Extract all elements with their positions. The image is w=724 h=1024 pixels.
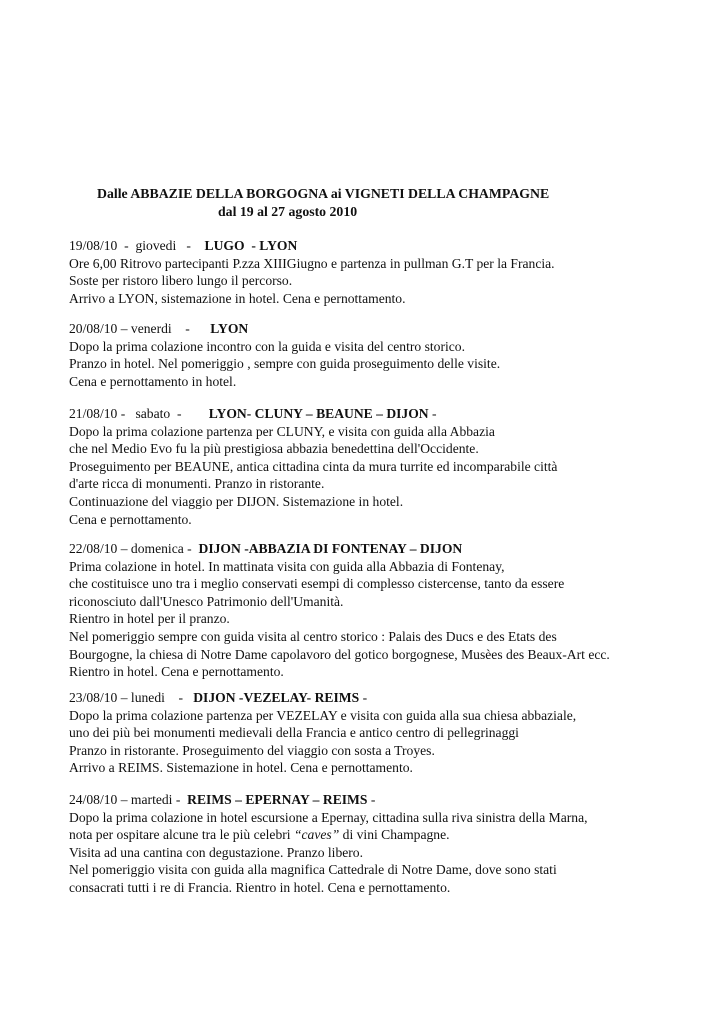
day-date: 21/08/10 - sabato - <box>69 406 209 421</box>
day-heading <box>69 405 557 423</box>
day-line: Nel pomeriggio sempre con guida visita al centro storico : Palais des Ducs e des Etats des <box>69 628 557 644</box>
day-line: Pranzo in ristorante. Proseguimento del viaggio con sosta a Troyes. <box>69 742 435 758</box>
day-line: Rientro in hotel per il pranzo. <box>69 611 230 627</box>
day-line: Bourgogne, la chiesa di Notre Dame capolavoro del gotico borgognese, Musèes des Beaux-Art ecc. <box>69 646 610 662</box>
day-line: consacrati tutti i re di Francia. Rientro in hotel. Cena e pernottamento. <box>69 879 451 895</box>
day-date: 22/08/10 – domenica - <box>69 541 199 556</box>
day-entry <box>69 689 576 777</box>
day-line: riconosciuto dall'Unesco Patrimonio dell'Umanità. <box>69 593 344 609</box>
day-date: 24/08/10 – martedi - <box>69 792 188 807</box>
day-line: Continuazione del viaggio per DIJON. Sistemazione in hotel. <box>69 493 404 509</box>
day-date: 23/08/10 – lunedi - <box>69 690 194 705</box>
day-route: LYON- CLUNY – BEAUNE – DIJON <box>208 406 429 421</box>
day-line: Dopo la prima colazione partenza per VEZELAY e visita con guida alla sua chiesa abbaziale, <box>69 707 577 723</box>
day-line: Cena e pernottamento in hotel. <box>69 373 237 389</box>
day-heading <box>69 320 500 338</box>
day-line <box>69 826 588 844</box>
day-line-text: di vini Champagne. <box>339 827 450 843</box>
day-line: Visita ad una cantina con degustazione. Pranzo libero. <box>69 844 363 860</box>
day-line: che nel Medio Evo fu la più prestigiosa abbazia benedettina dell'Occidente. <box>69 441 479 457</box>
document-subtitle: dal 19 al 27 agosto 2010 <box>218 204 358 219</box>
day-line: Prima colazione in hotel. In mattinata visita con guida alla Abbazia di Fontenay, <box>69 558 505 574</box>
document-title: Dalle ABBAZIE DELLA BORGOGNA ai VIGNETI DELLA CHAMPAGNE <box>97 186 550 201</box>
day-route: DIJON -ABBAZIA DI FONTENAY – DIJON <box>198 541 463 556</box>
day-line: Dopo la prima colazione in hotel escursione a Epernay, cittadina sulla riva sinistra della Marna, <box>69 809 588 825</box>
day-entry <box>69 320 500 390</box>
day-entry <box>69 540 610 681</box>
day-line: Proseguimento per BEAUNE, antica cittadina cinta da mura turrite ed incomparabile città <box>69 458 558 474</box>
day-heading <box>69 791 588 809</box>
day-date: 20/08/10 – venerdi - <box>69 321 211 336</box>
caves-word: “caves” <box>293 827 340 843</box>
day-line-text: nota per ospitare alcune tra le più celebri <box>69 827 294 843</box>
day-line: Ore 6,00 Ritrovo partecipanti P.zza XIIIGiugno e partenza in pullman G.T per la Francia. <box>69 255 555 271</box>
day-date: 19/08/10 - giovedi - <box>69 238 198 253</box>
day-line: Dopo la prima colazione partenza per CLUNY, e visita con guida alla Abbazia <box>69 423 495 439</box>
day-entry <box>69 405 557 528</box>
day-line: uno dei più bei monumenti medievali della Francia e antico centro di pellegrinaggi <box>69 725 519 741</box>
day-line: Nel pomeriggio visita con guida alla magnifica Cattedrale di Notre Dame, dove sono stati <box>69 862 557 878</box>
day-route-suffix: - <box>359 690 368 705</box>
day-line: d'arte ricca di monumenti. Pranzo in ristorante. <box>69 476 325 492</box>
day-heading <box>69 689 576 707</box>
day-route-suffix: - <box>367 792 376 807</box>
day-line: che costituisce uno tra i meglio conservati esempi di complesso cistercense, tanto da essere <box>69 576 565 592</box>
day-route: DIJON -VEZELAY- REIMS <box>193 690 360 705</box>
day-line: Pranzo in hotel. Nel pomeriggio , sempre con guida proseguimento delle visite. <box>69 356 501 372</box>
day-line: Cena e pernottamento. <box>69 511 192 527</box>
day-route: REIMS – EPERNAY – REIMS <box>187 792 368 807</box>
day-line: Soste per ristoro libero lungo il percorso. <box>69 273 293 289</box>
day-line: Arrivo a REIMS. Sistemazione in hotel. Cena e pernottamento. <box>69 760 413 776</box>
day-heading <box>69 540 610 558</box>
day-route: LUGO - LYON <box>197 238 298 253</box>
day-line: Rientro in hotel. Cena e pernottamento. <box>69 664 284 680</box>
day-line: Dopo la prima colazione incontro con la guida e visita del centro storico. <box>69 338 465 354</box>
day-entry <box>69 791 588 897</box>
day-route: LYON <box>210 321 249 336</box>
day-route-suffix: - <box>428 406 437 421</box>
day-line: Arrivo a LYON, sistemazione in hotel. Cena e pernottamento. <box>69 290 406 306</box>
day-heading <box>69 237 555 255</box>
day-entry <box>69 237 555 307</box>
